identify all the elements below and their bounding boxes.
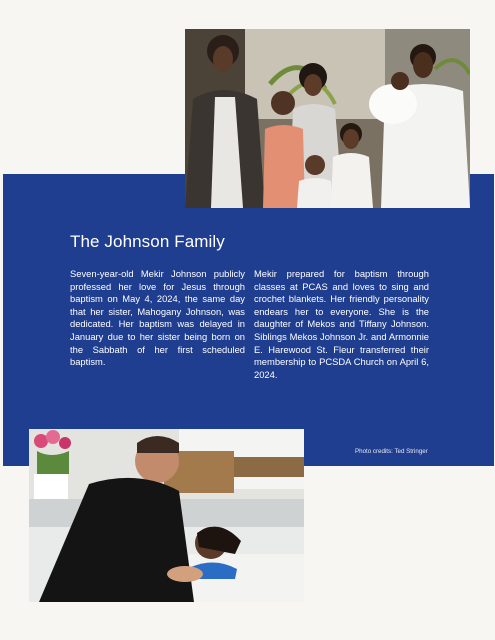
baptism-photo [29, 429, 304, 602]
paragraph-left: Seven-year-old Mekir Johnson publicly professed her love for Jesus through baptism on May 4, 2024, the same day that her sister, Mahogany Johnson, was dedicated. Her baptism was delayed in January due to her sister being born on the Sabbath of her first scheduled baptism. [70, 268, 245, 368]
family-photo [185, 29, 470, 208]
article-title: The Johnson Family [70, 232, 225, 251]
photo-credit: Photo credits: Ted Stringer [355, 448, 428, 455]
article-column-left [70, 268, 245, 369]
article-column-right [254, 268, 429, 381]
paragraph-right: Mekir prepared for baptism through classes at PCAS and loves to sing and crochet blankets. Her friendly personality endears her to everyone. She is the daughter of Mekos and Tiffany Johnson. Siblings Mekos Johnson Jr. and Armonnie E. Harewood St. Fleur transferred their membership to PCSDA Church on April 6, 2024. [254, 268, 429, 380]
